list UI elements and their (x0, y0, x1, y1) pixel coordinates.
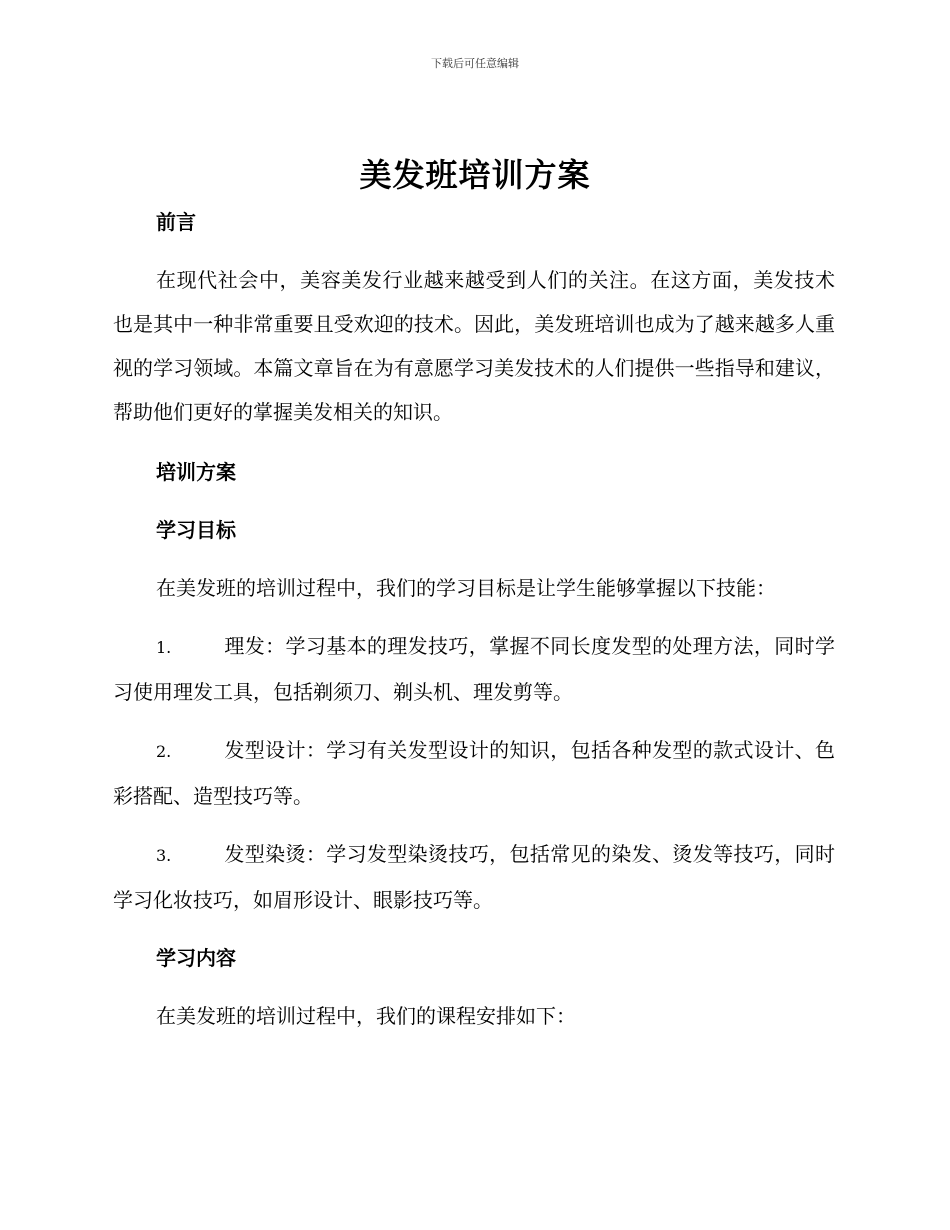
page-title: 美发班培训方案 (359, 156, 591, 194)
section-heading-goals: 学习目标 (156, 518, 236, 542)
list-item-number: 2. (156, 742, 172, 761)
header-note: 下载后可任意编辑 (431, 57, 519, 70)
list-item (113, 728, 835, 818)
document-body (113, 200, 835, 1038)
content-intro-paragraph: 在美发班的培训过程中，我们的课程安排如下： (156, 1004, 576, 1028)
goals-intro-paragraph: 在美发班的培训过程中，我们的学习目标是让学生能够掌握以下技能： (156, 576, 776, 600)
list-item (113, 624, 835, 714)
list-item-number: 3. (156, 846, 172, 865)
list-item-number: 1. (156, 638, 172, 657)
list-item-text: 理发：学习基本的理发技巧，掌握不同长度发型的处理方法，同时学习使用理发工具，包括剃须刀、剃头机、理发剪等。 (113, 634, 835, 704)
preface-paragraph: 在现代社会中，美容美发行业越来越受到人们的关注。在这方面，美发技术也是其中一种非常重要且受欢迎的技术。因此，美发班培训也成为了越来越多人重视的学习领域。本篇文章旨在为有意愿学习美发技术的人们提供一些指导和建议，帮助他们更好的掌握美发相关的知识。 (113, 268, 835, 424)
section-heading-content: 学习内容 (156, 946, 236, 970)
list-item-text: 发型设计：学习有关发型设计的知识，包括各种发型的款式设计、色彩搭配、造型技巧等。 (113, 738, 835, 808)
list-item (113, 832, 835, 922)
section-heading-preface: 前言 (156, 210, 196, 234)
section-heading-plan: 培训方案 (156, 460, 236, 484)
list-item-text: 发型染烫：学习发型染烫技巧，包括常见的染发、烫发等技巧，同时学习化妆技巧，如眉形设计、眼影技巧等。 (113, 842, 835, 912)
